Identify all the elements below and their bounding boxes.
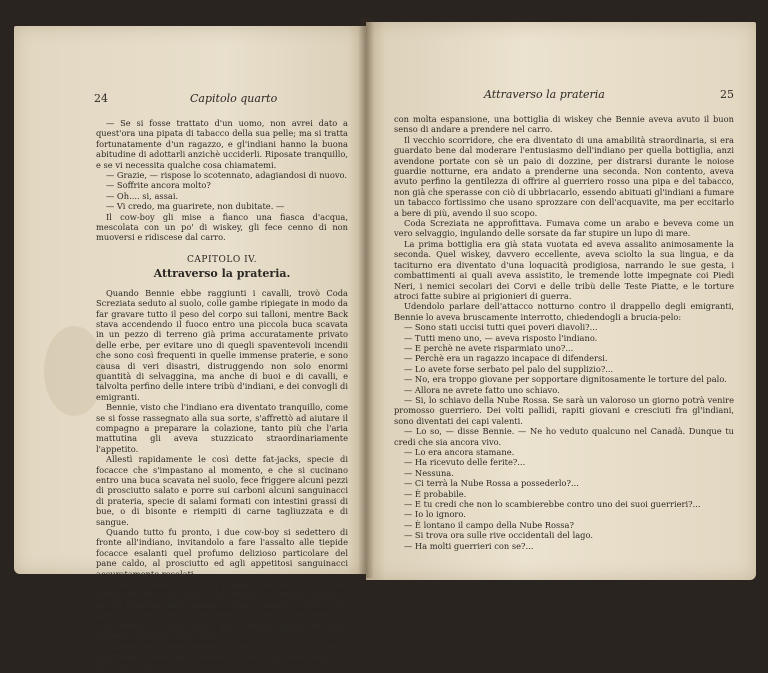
paragraph: — Io lo ignoro. [404,509,466,520]
book-gutter [358,18,374,578]
paragraph: Coda Screziata non si fece pregare. Mai forse in vita sua aveva nuotato fra tanta abbondanza, essendo oggidì, i poveri guerrieri della prateria, quasi sempre in lotta colla fame, in causa della crescente scarsità di selvaggina, e soprattutto in causa della quasi totale sparizione delle immense mandrie di bisonti. [96,579,348,642]
right-page-body [394,114,734,551]
right-page-number: 25 [720,88,734,101]
paragraph: Quando Bennie ebbe raggiunti i cavalli, trovò Coda Screziata seduto al suolo, colle gambe ripiegate in modo da far gravare tutto il peso del corpo sui talloni, mentre Back stava accendendo il fuoco entro una piccola buca scavata in un pezzo di terreno già prima accuratamente privato delle erbe, per evitare uno di quegli spaventevoli incendii che sono così frequenti in quelle immense praterie, e sono causa di veri disastri, distruggendo non solo enormi quantità di selvaggina, ma anche di buoi e di cavalli, e talvolta perfino delle intere tribù d'indiani, e dei convogli di emigranti. [96,287,348,402]
paragraph: — Lo so, — disse Bennie. — Ne ho veduto qualcuno nel Canadà. Dunque tu credi che sia ancora vivo. [394,426,734,447]
chapter-title: Attraverso la prateria. [153,267,291,281]
paragraph: — Si, lo schiavo della Nube Rossa. Se sarà un valoroso un giorno potrà venire promosso guerriero. Dei volti pallidi, rapiti giovani e cresciuti fra gl'indiani, sono diventati dei capi valenti. [394,394,734,426]
chapter-label: CAPITOLO IV. [187,254,257,265]
left-running-title: Capitolo quarto [190,92,278,105]
paragraph: — È lontano il campo della Nube Rossa? [404,519,574,530]
open-book [14,8,758,673]
paragraph: — Ha molti guerrieri con se?... [404,540,534,551]
paragraph: La prima bottiglia era già stata vuotata ed aveva assalito animosamente la seconda. Quel wiskey, davvero eccellente, aveva sciolto la sua lingua, e da taciturno era diventato d'una loquacità prodigiosa, narrando le sue gesta, i combattimenti ai quali aveva assistito, le tremende lotte impegnate coi Piedi Neri, i nemici secolari dei Corvi e delle tribù delle Teste Piatte, e le torture atroci fatte subire ai prigionieri di guerra. [394,238,734,301]
paragraph: — Lo era ancora stamane. [404,447,515,457]
paragraph: — Grazie, — rispose lo scotennato, adagiandosi di nuovo. [106,170,348,181]
paragraph: — Si trova ora sulle rive occidentali del lago. [404,530,593,541]
paragraph: — Vi credo, ma guarirete, non dubitate. — [106,201,285,212]
paragraph: — Soffrite ancora molto? [106,180,211,191]
paragraph: — Allora ne avrete fatto uno schiavo. [404,384,560,395]
paragraph: — Oh.... si, assai. [106,190,179,201]
paragraph: — Tutti meno uno, — aveva risposto l'indiano. [404,332,598,343]
paragraph: — È probabile. [404,488,467,499]
paragraph: — Sono stati uccisi tutti quei poveri diavoli?... [404,322,598,333]
paragraph: — Lo avete forse serbato pel palo del supplizio?... [404,363,614,374]
paragraph: Il vecchio scorridore, che era diventato di una amabilità straordinaria, si era guardato bene dal moderare l'entusiasmo dell'indiano per quella bottiglia, anzi avendone portate con sè un paio di dozzine, per distrarsi durante le noiose guardie notturne, era andato a prenderne una seconda. Non contento, aveva avuto perfino la gentilezza di offrire al guerriero rosso una pipa e del tabacco, non già che sperasse con ciò di ubbriacarlo, essendo abituati gl'indiani a fumare un tabacco fortissimo che usano sprozzare con dell'acquavite, ma per eccitarlo a bere di più, avendo il suo scopo. [394,134,734,218]
paper-stain [44,326,104,416]
right-page [366,22,756,580]
paragraph: — Ci terrà la Nube Rossa a possederlo?... [404,478,579,489]
left-page-number: 24 [94,92,108,105]
paragraph: — E perchè ne avete risparmiato uno?... [404,342,574,353]
paragraph: — Nessuna. [404,467,454,478]
paragraph: con molta espansione, una bottiglia di wiskey che Bennie aveva avuto il buon senso di andare a prendere nel carro. [394,114,734,135]
paragraph: Udendolo parlare dell'attacco notturno contro il drappello degli emigranti, Bennie lo aveva bruscamente interrotto, chiedendogli a brucia-pelo: [394,301,734,322]
paragraph: Quantunque internamente si cruociasse assai di trovarsi prigioniero, fece molto onore al pasto, perfino troppo, e bacio più volte, [96,641,348,673]
paragraph: — E tu credi che non lo scambierebbe contro uno dei suoi guerrieri?... [404,499,701,510]
paragraph: Il cow-boy gli mise a fianco una fiasca d'acqua, mescolata con un po' di wiskey, gli fece cenno di non muoversi e ridiscese dal carro. [96,211,348,243]
paragraph: Quando tutto fu pronto, i due cow-boy si sedettero di fronte all'indiano, invitandolo a fare l'assalto alle tiepide focacce esalanti quel profumo delizioso particolare del pane caldo, al prosciutto ed agli appetitosi sanguinacci accuratamente rosolati. [96,527,348,579]
paragraph: — No, era troppo giovane per sopportare dignitosamente le torture del palo. [404,374,727,385]
left-page [14,26,366,673]
left-page-body [96,118,348,673]
paragraph: — Perchè era un ragazzo incapace di difendersi. [404,353,608,364]
paragraph: Allestì rapidamente le così dette fat-jacks, specie di focacce che s'impastano al momento, e che si cucinano entro una buca scavata nel suolo, fece friggere alcuni pezzi di prosciutto salato e porre sui carboni alcuni sanguinacci di prateria, specie di salami formati con intestini grassi di bue, o di bisonte e riempiti di carne tagliuzzata e di sangue. [96,454,348,527]
paragraph: Coda Screziata ne approfittava. Fumava come un arabo e beveva come un vero selvaggio, ingulando delle sorsate da far stupire un lupo di mare. [394,218,734,239]
paragraph: — Se si fosse trattato d'un uomo, non avrei dato a quest'ora una pipata di tabacco della sua pelle; ma si tratta fortunatamente d'un ragazzo, e gl'indiani hanno la buona abitudine di adottarli anzichè ucciderli. Riposate tranquillo, e se vi necessita qualche cosa chiamatemi. [96,118,348,170]
paragraph: — Ha ricevuto delle ferite?... [404,457,526,468]
paragraph: Bennie, visto che l'indiano era diventato tranquillo, come se si fosse rassegnato alla sua sorte, s'affrettò ad aiutare il compagno a preparare la colazione, tanto più che l'aria mattutina gli aveva stuzzicato straordinariamente l'appetito. [96,402,348,454]
right-running-title: Attraverso la prateria [484,88,605,101]
